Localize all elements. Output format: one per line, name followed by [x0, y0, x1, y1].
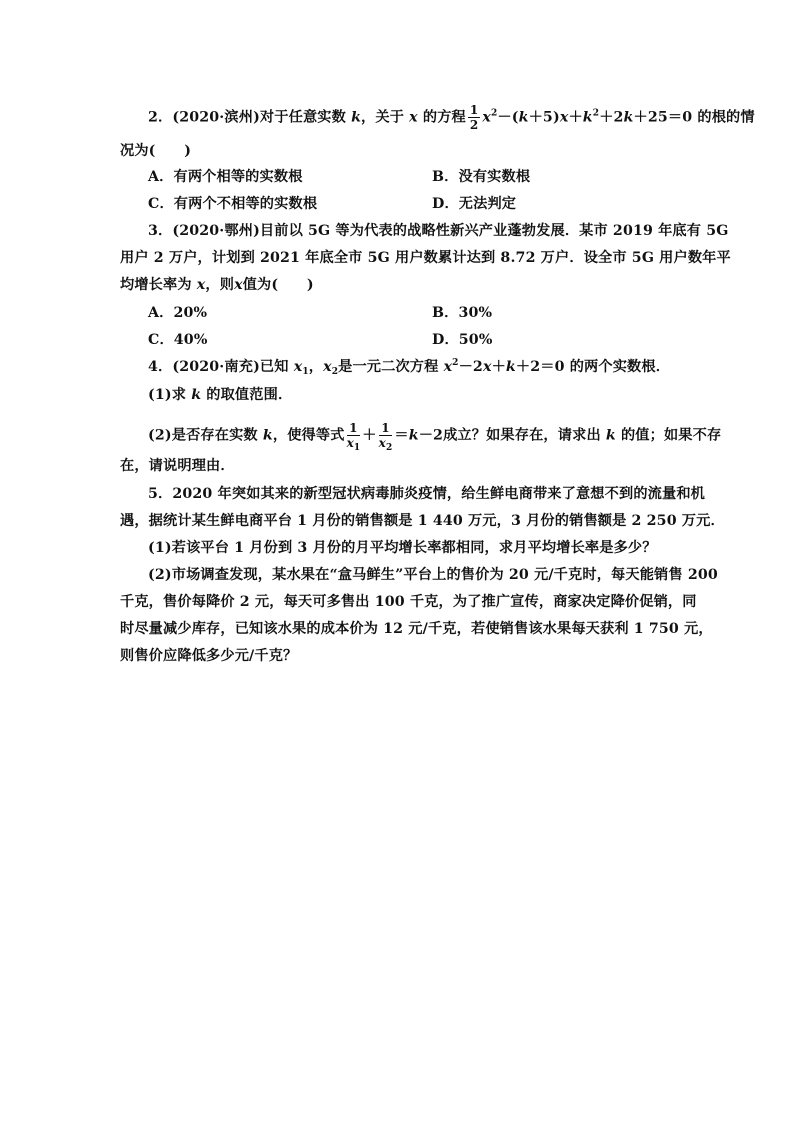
q3-text: ，则: [205, 277, 235, 293]
q5-part2-line2: 千克，售价每降价 2 元，每天可多售出 100 千克，为了推广宣传，商家决定降价促销，同: [120, 594, 697, 610]
q4-text: 的值；如果不存: [615, 427, 722, 444]
q2-text: 的方程: [417, 109, 466, 126]
q4-text: 是一元二次方程: [338, 359, 444, 375]
q4-part1: (1)求 k 的取值范围．: [148, 387, 293, 403]
fraction-one-half: $\frac{1}{2}$: [469, 103, 479, 132]
q4-text: 成立？如果存在，请求出: [443, 427, 606, 444]
q2-text: ，关于: [361, 109, 410, 126]
q2-option-b: B．没有实数根: [432, 169, 531, 185]
q2-text: ＝0 的根的情: [667, 109, 755, 126]
q4-text: 4．(2020·南充)已知: [148, 359, 294, 375]
q4-text: ，使得等式: [272, 427, 345, 444]
q2-line1: 2．(2020·滨州)对于任意实数 k，关于 x 的方程 $\frac{1}{2}$ $x^2-(k+5)x+k^2+2k+25=0$ 的根的情: [148, 103, 755, 132]
q3-text: 均增长率为: [120, 277, 197, 293]
q4-text: 的取值范围．: [201, 387, 293, 403]
q3-option-a: A．20%: [148, 305, 208, 321]
q2-option-a: A．有两个相等的实数根: [148, 169, 303, 185]
q2-line2: 况为( ): [120, 143, 192, 159]
q4-text: (2)是否存在实数: [148, 427, 263, 444]
q5-line1: 5．2020 年突如其来的新型冠状病毒肺炎疫情，给生鲜电商带来了意想不到的流量和机: [148, 486, 706, 502]
q3-line3: 均增长率为 x，则x值为( ): [120, 277, 314, 293]
q2-intro-text: 2．(2020·滨州)对于任意实数: [148, 109, 352, 126]
q5-part2-line1: (2)市场调查发现，某水果在“盒马鲜生”平台上的售价为 20 元/千克时，每天能销售 200: [148, 567, 718, 583]
q3-text: 值为( ): [242, 277, 314, 293]
fraction-one-over-x1: $\frac{1}{x_1}$: [346, 421, 361, 453]
q4-text: (1)求: [148, 387, 192, 403]
q2-option-c: C．有两个不相等的实数根: [148, 196, 318, 212]
q2-option-d: D．无法判定: [432, 196, 517, 212]
q3-line2: 用户 2 万户，计划到 2021 年底全市 5G 用户数累计达到 8.72 万户．设全市 5G 用户数年平: [120, 250, 731, 266]
q5-part2-line3: 时尽量减少库存，已知该水果的成本价为 12 元/千克，若使销售该水果每天获利 1 750 元，: [120, 621, 713, 637]
fraction-one-over-x2: $\frac{1}{x_2}$: [378, 421, 393, 453]
q4-line1: 4．(2020·南充)已知 $x_1$，$x_2$是一元二次方程 $x^2-2x+k+2=0$ 的两个实数根．: [148, 358, 671, 377]
q3-option-b: B．30%: [432, 305, 493, 321]
q3-option-d: D．50%: [432, 332, 493, 348]
q5-line2: 遇，据统计某生鲜电商平台 1 月份的销售额是 1 440 万元，3 月份的销售额是 2 250 万元．: [120, 513, 725, 529]
q4-text: ＝0 的两个实数根．: [540, 359, 671, 375]
q5-part1: (1)若该平台 1 月份到 3 月份的月平均增长率都相同，求月平均增长率是多少？: [148, 540, 657, 556]
q4-part2: (2)是否存在实数 k，使得等式 $\frac{1}{x_1}$ ＋ $\frac{1}{x_2}$ ＝k－2成立？如果存在，请求出 k 的值；如果不存: [148, 421, 722, 453]
q5-part2-line4: 则售价应降低多少元/千克？: [120, 648, 298, 664]
q3-line1: 3．(2020·鄂州)目前以 5G 等为代表的战略性新兴产业蓬勃发展．某市 2019 年底有 5G: [148, 223, 729, 239]
q4-line-last: 在，请说明理由．: [120, 458, 235, 474]
q3-option-c: C．40%: [148, 332, 208, 348]
